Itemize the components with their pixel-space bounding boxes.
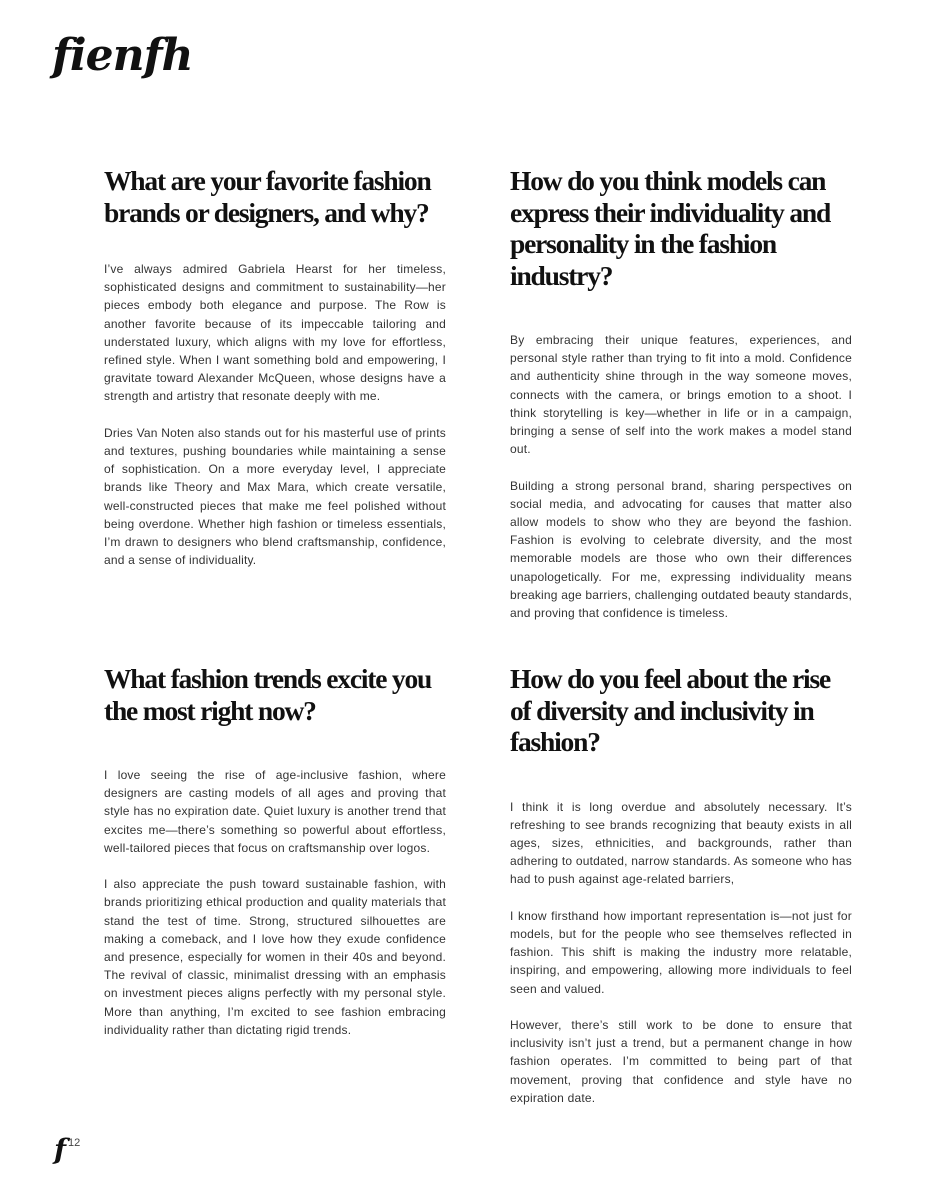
answer-paragraph: Building a strong personal brand, sharing perspectives on social media, and advocating for causes that matter also allow models to show who they are beyond the fashion. Fashion is evolving to celebrate diversity, and the most memorable models are those who own their differences unapologetically. For me, expressing individuality means breaking age barriers, challenging outdated beauty standards, and proving that confidence is timeless. <box>510 478 852 621</box>
answer-paragraph: However, there’s still work to be done to ensure that inclusivity isn’t just a trend, but a permanent change in how fashion operates. I’m committed to being part of that movement, proving that confidence and style have no expiration date. <box>510 1017 852 1105</box>
answer-paragraph: By embracing their unique features, experiences, and personal style rather than trying to fit into a mold. Confidence and authenticity shine through in the way someone moves, connects with the camera, or brings emotion to a shoot. I think storytelling is key—whether in life or in a campaign, bringing a sense of self into the work makes a model stand out. <box>510 333 852 457</box>
qa-block-favorite-brands <box>104 165 446 569</box>
magazine-logo: fienfh <box>52 30 193 81</box>
question-heading: What fashion trends excite you the most right now? <box>104 663 432 726</box>
answer-paragraph: I’ve always admired Gabriela Hearst for her timeless, sophisticated designs and commitment to sustainability—her pieces embody both elegance and purpose. The Row is another favorite because of its impeccable tailoring and understated luxury, which aligns with my love for effortless, refined style. When I want something bold and empowering, I gravitate toward Alexander McQueen, whose designs have a strength and artistry that resonate deeply with me. <box>104 262 446 404</box>
answer-body <box>510 798 852 1107</box>
qa-block-diversity <box>510 663 852 1107</box>
question-heading: How do you think models can express their individuality and personality in the fashion industry? <box>510 165 831 291</box>
qa-block-individuality <box>510 165 852 622</box>
answer-paragraph: Dries Van Noten also stands out for his masterful use of prints and textures, pushing boundaries while maintaining a sense of sophistication. On a more everyday level, I appreciate brands like Theory and Max Mara, which create versatile, well-constructed pieces that make me feel polished without being overdone. Whether high fashion or timeless essentials, I’m drawn to designers who blend craftsmanship, confidence, and a sense of individuality. <box>104 425 446 568</box>
answer-body <box>104 766 446 1039</box>
folio-logo-mark: f <box>54 1133 67 1166</box>
page-number: 12 <box>68 1137 81 1149</box>
qa-block-fashion-trends <box>104 663 446 1039</box>
answer-paragraph: I love seeing the rise of age-inclusive fashion, where designers are casting models of all ages and proving that style has no expiration date. Quiet luxury is another trend that excites me—there’s something so powerful about effortless, well-tailored pieces that focus on craftsmanship over logos. <box>104 768 446 855</box>
answer-paragraph: I also appreciate the push toward sustainable fashion, with brands prioritizing ethical production and quality materials that stand the test of time. Strong, structured silhouettes are making a comeback, and I love how they exude confidence and presence, especially for women in their 40s and beyond. The revival of classic, minimalist dressing with an emphasis on investment pieces aligns perfectly with my personal style. More than anything, I’m excited to see fashion embracing individuality rather than dictating rigid trends. <box>104 877 446 1037</box>
question-heading: What are your favorite fashion brands or designers, and why? <box>104 165 431 228</box>
answer-paragraph: I think it is long overdue and absolutely necessary. It’s refreshing to see brands recognizing that beauty exists in all ages, sizes, ethnicities, and backgrounds, rather than adhering to outdated, narrow standards. As someone who has had to push against age-related barriers, <box>510 799 852 887</box>
answer-body <box>510 331 852 622</box>
answer-paragraph: I know firsthand how important representation is—not just for models, but for the people who see themselves reflected in fashion. This shift is making the industry more relatable, inspiring, and empowering, allowing more individuals to feel seen and valued. <box>510 908 852 996</box>
question-heading: How do you feel about the rise of diversity and inclusivity in fashion? <box>510 663 830 757</box>
page-footer <box>54 1133 80 1166</box>
answer-body <box>104 260 446 569</box>
